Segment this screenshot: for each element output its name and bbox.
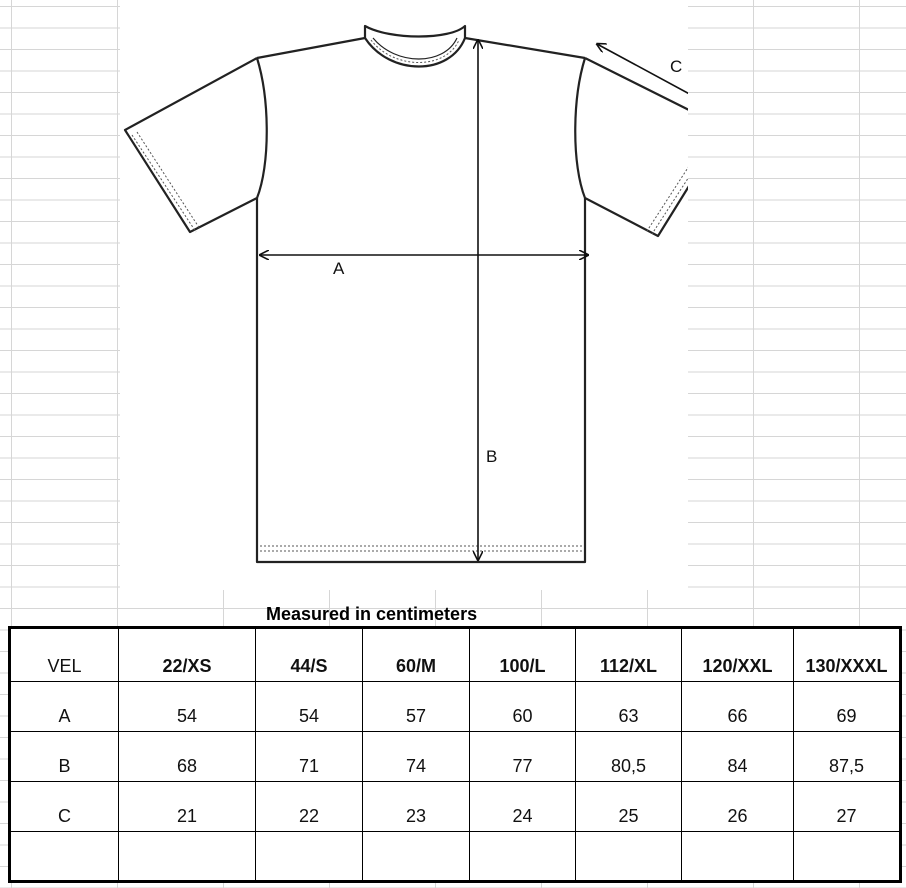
row-label: A <box>10 682 119 732</box>
size-header-xs: 22/XS <box>119 628 256 682</box>
table-cell: 68 <box>119 732 256 782</box>
table-cell: 77 <box>470 732 576 782</box>
empty-cell <box>10 832 119 882</box>
size-header-m: 60/M <box>363 628 470 682</box>
size-header-xxxl: 130/XXXL <box>794 628 901 682</box>
tshirt-diagram <box>120 0 688 590</box>
table-row-empty <box>10 832 901 882</box>
table-cell: 54 <box>119 682 256 732</box>
dimension-label-c: C <box>670 57 683 76</box>
size-header-s: 44/S <box>256 628 363 682</box>
empty-cell <box>682 832 794 882</box>
table-cell: 54 <box>256 682 363 732</box>
table-cell: 57 <box>363 682 470 732</box>
size-header-xxl: 120/XXL <box>682 628 794 682</box>
table-cell: 26 <box>682 782 794 832</box>
size-header-l: 100/L <box>470 628 576 682</box>
table-cell: 87,5 <box>794 732 901 782</box>
row-label: B <box>10 732 119 782</box>
table-row <box>10 682 901 732</box>
empty-cell <box>119 832 256 882</box>
table-cell: 71 <box>256 732 363 782</box>
table-cell: 66 <box>682 682 794 732</box>
table-header-row <box>10 628 901 682</box>
size-chart-table <box>8 626 902 883</box>
table-cell: 84 <box>682 732 794 782</box>
dimension-label-b: B <box>486 447 498 466</box>
table-cell: 25 <box>576 782 682 832</box>
table-cell: 74 <box>363 732 470 782</box>
dimension-label-a: A <box>333 259 345 278</box>
header-label-cell: VEL <box>10 628 119 682</box>
table-cell: 23 <box>363 782 470 832</box>
table-row <box>10 782 901 832</box>
table-row <box>10 732 901 782</box>
table-caption: Measured in centimeters <box>266 604 478 624</box>
empty-cell <box>256 832 363 882</box>
table-cell: 69 <box>794 682 901 732</box>
table-cell: 60 <box>470 682 576 732</box>
table-cell: 80,5 <box>576 732 682 782</box>
empty-cell <box>363 832 470 882</box>
tshirt-outline <box>120 0 688 590</box>
empty-cell <box>576 832 682 882</box>
empty-cell <box>794 832 901 882</box>
table-cell: 22 <box>256 782 363 832</box>
table-cell: 63 <box>576 682 682 732</box>
table-cell: 21 <box>119 782 256 832</box>
table-cell: 24 <box>470 782 576 832</box>
empty-cell <box>470 832 576 882</box>
table-cell: 27 <box>794 782 901 832</box>
row-label: C <box>10 782 119 832</box>
size-header-xl: 112/XL <box>576 628 682 682</box>
